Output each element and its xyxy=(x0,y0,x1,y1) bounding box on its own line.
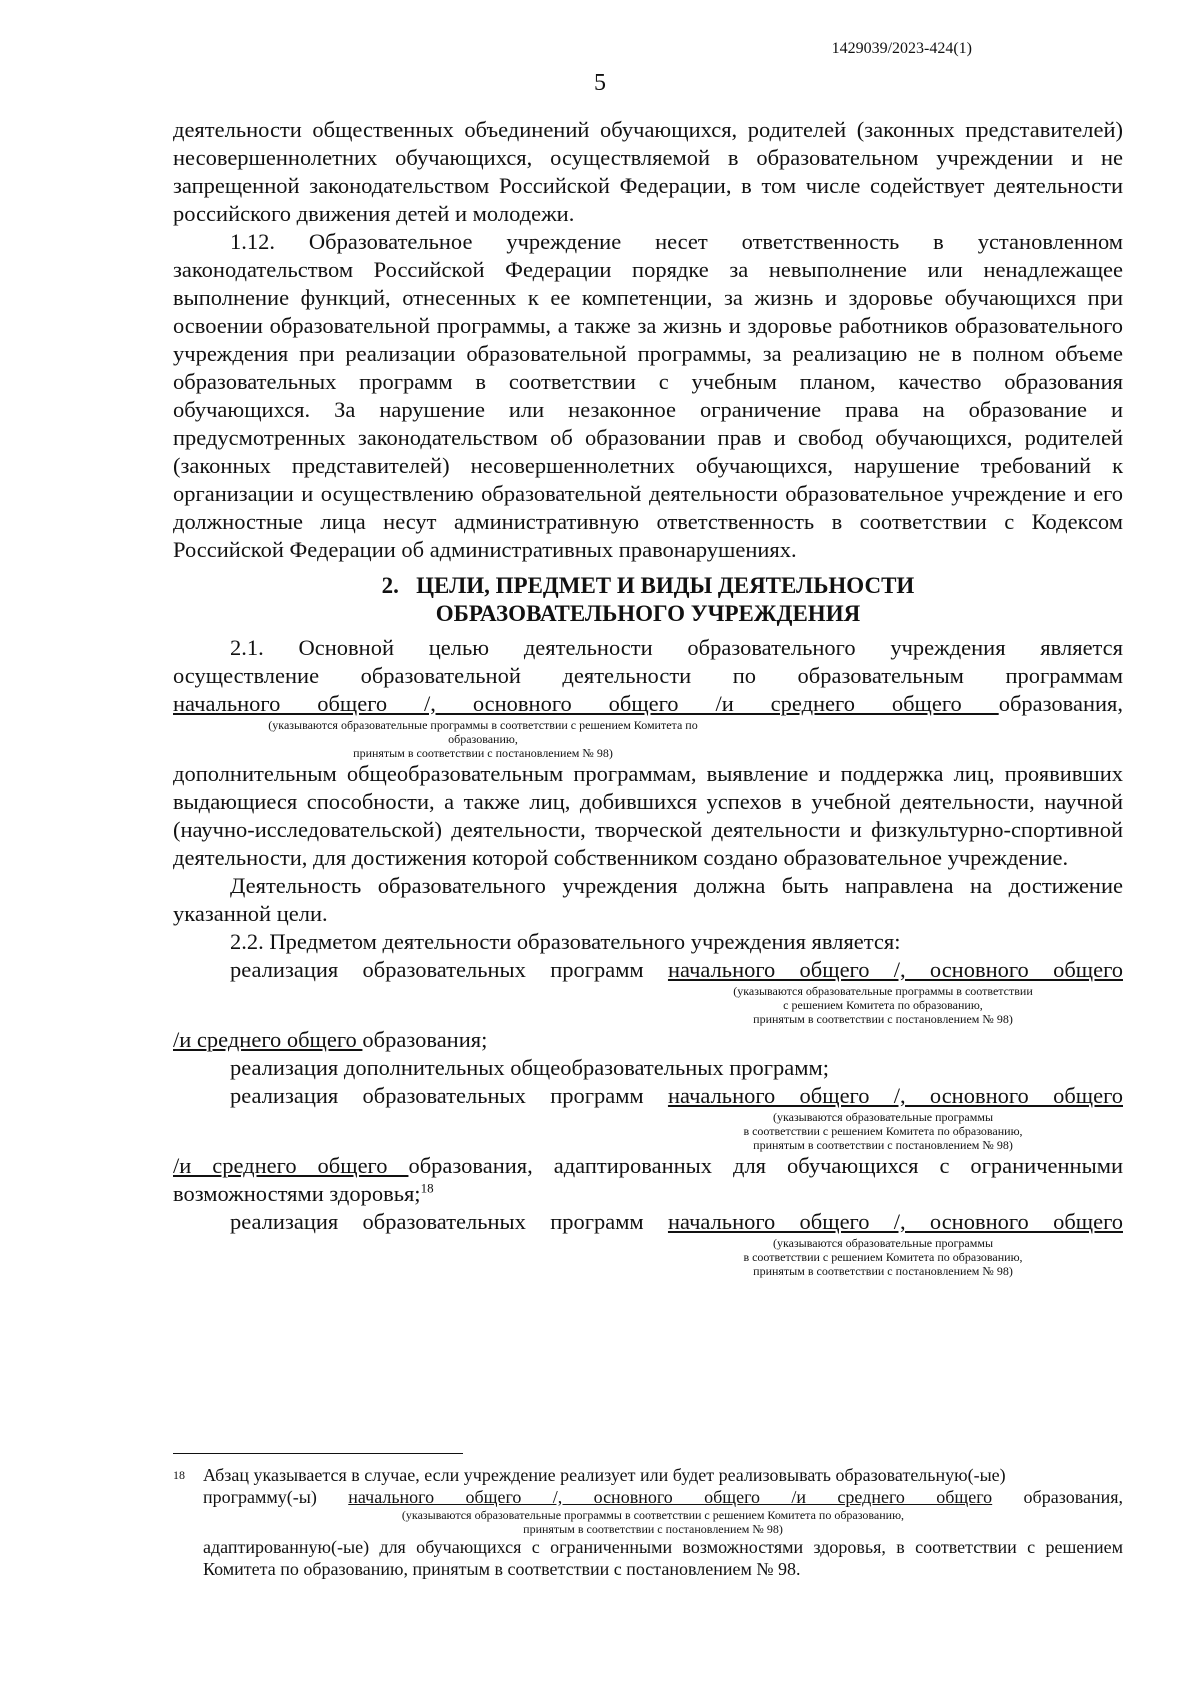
list-item-1-cont: /и среднего общего образования; xyxy=(173,1027,488,1052)
section-title-line2: ОБРАЗОВАТЕЛЬНОГО УЧРЕЖДЕНИЯ xyxy=(435,601,861,626)
paragraph-2-1-line3: начального общего /, основного общего /и среднего общего образования, xyxy=(173,691,1123,716)
list-item-1-note: (указываются образовательные программы в соответствии с решением Комитета по образованию, принятым в соответствии с постановлением № 98) xyxy=(733,984,1033,1026)
paragraph-2-2-intro: 2.2. Предметом деятельности образовательного учреждения является: xyxy=(230,929,901,954)
list-item-4: реализация образовательных программ начального общего /, основного общего xyxy=(230,1209,1123,1234)
list-item-3-note: (указываются образовательные программы в соответствии с решением Комитета по образованию, принятым в соответствии с постановлением № 98) xyxy=(743,1110,1023,1152)
footnote-rest: адаптированную(-ые) для обучающихся с ограниченными возможностями здоровья, в соответствии с решением Комитета по образованию, принятым в соответствии с постановлением № 98. xyxy=(203,1537,1123,1579)
page-number: 5 xyxy=(594,70,606,96)
list-item-3: реализация образовательных программ начального общего /, основного общего xyxy=(230,1083,1123,1108)
footnote-line1: 18 Абзац указывается в случае, если учреждение реализует или будет реализовывать образовательную(-ые) xyxy=(173,1465,1006,1485)
program-list-underlined: начального общего /, основного общего /и среднего общего xyxy=(173,691,999,716)
footnote-ref[interactable]: 18 xyxy=(420,1180,434,1196)
paragraph-2-1-line1: 2.1. Основной целью деятельности образовательного учреждения является xyxy=(230,635,1123,660)
footnote-separator xyxy=(173,1453,463,1454)
list-item-1: реализация образовательных программ начального общего /, основного общего xyxy=(230,957,1123,982)
footnote-mark: 18 xyxy=(173,1468,185,1482)
list-item-4-note: (указываются образовательные программы в соответствии с решением Комитета по образованию, принятым в соответствии с постановлением № 98) xyxy=(743,1236,1023,1278)
paragraph-2-1-rest: дополнительным общеобразовательным программам, выявление и поддержка лиц, проявивших выдающиеся способности, а также лиц, добившихся успехов в учебной деятельности, научной (научно-исследовательской) деятельности, творческой деятельности и физкультурно-спортивной деятельности, для достижения которой собственником создано образовательное учреждение. xyxy=(173,761,1123,870)
list-item-3-cont: /и среднего общего образования, адаптированных для обучающихся с ограниченными возможностями здоровья;$^{18}$ xyxy=(173,1153,1123,1206)
list-item-2: реализация дополнительных общеобразовательных программ; xyxy=(230,1055,829,1080)
footnote xyxy=(173,1464,1123,1580)
section-title-line1: ЦЕЛИ, ПРЕДМЕТ И ВИДЫ ДЕЯТЕЛЬНОСТИ xyxy=(416,573,915,598)
document-id: 1429039/2023-424(1) xyxy=(831,40,972,57)
paragraph-continuation: деятельности общественных объединений обучающихся, родителей (законных представителей) несовершеннолетних обучающихся, осуществляемой в образовательном учреждении и не запрещенной законодательством Российской Федерации, в том числе содействует деятельности российского движения детей и молодежи. xyxy=(173,117,1123,226)
paragraph-2-1-b: Деятельность образовательного учреждения должна быть направлена на достижение указанной цели. xyxy=(173,873,1123,926)
section-number: 2. xyxy=(381,573,399,598)
footnote-line2: программу(-ы) начального общего /, основного общего /и среднего общего образования, xyxy=(203,1487,1123,1507)
paragraph-1-12: 1.12. Образовательное учреждение несет ответственность в установленном законодательством Российской Федерации порядке за невыполнение или ненадлежащее выполнение функций, отнесенных к ее компетенции, за жизнь и здоровье обучающихся при освоении образовательной программы, а также за жизнь и здоровье работников образовательного учреждения при реализации образовательной программы, за реализацию не в полном объеме образовательных программ в соответствии с учебным планом, качество образования обучающихся. За нарушение или незаконное ограничение права на образование и предусмотренных законодательством об образовании прав и свобод обучающихся, родителей (законных представителей) несовершеннолетних обучающихся, нарушение требований к организации и осуществлению образовательной деятельности образовательное учреждение и его должностные лица несут административную ответственность в соответствии с Кодексом Российской Федерации об административных правонарушениях. xyxy=(173,229,1123,562)
section-2-heading xyxy=(173,572,1123,628)
program-note: (указываются образовательные программы в соответствии с решением Комитета по образованию, принятым в соответствии с постановлением № 98) xyxy=(268,718,698,760)
document-body xyxy=(173,116,1123,1278)
footnote-note: (указываются образовательные программы в соответствии с решением Комитета по образованию, принятым в соответствии с постановлением № 98) xyxy=(401,1508,905,1536)
paragraph-2-1-line2: осуществление образовательной деятельности по образовательным программам xyxy=(173,663,1123,688)
